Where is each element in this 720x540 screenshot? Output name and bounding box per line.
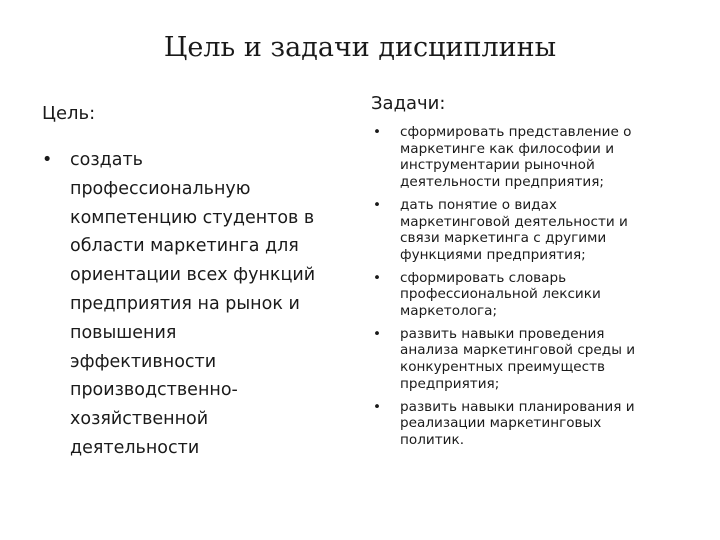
task-item [373, 399, 693, 449]
task-line: конкурентных преимуществ [400, 359, 606, 376]
task-line: политик. [400, 431, 465, 448]
task-line: реализации маркетинговых [400, 415, 602, 432]
goal-line: хозяйственной [70, 409, 209, 430]
goal-line: повышения [70, 322, 177, 343]
bullet-icon: • [373, 269, 382, 286]
task-line: развить навыки планирования и [400, 398, 635, 415]
task-line: маркетолога; [400, 303, 498, 320]
task-line: маркетинге как философии и [400, 140, 615, 157]
bullet-icon: • [373, 398, 382, 415]
task-line: сформировать представление о [400, 124, 632, 140]
task-line: функциями предприятия; [400, 246, 586, 263]
goal-line: предприятия на рынок и [70, 293, 300, 314]
task-line: предприятия; [400, 375, 500, 392]
task-line: инструментарии рыночной [400, 157, 595, 174]
goal-line: профессиональную [70, 178, 251, 199]
task-line: развить навыки проведения [400, 325, 605, 342]
task-line: связи маркетинга с другими [400, 230, 607, 247]
bullet-icon: • [373, 325, 382, 342]
task-line: профессиональной лексики [400, 286, 601, 303]
goal-line: производственно- [70, 380, 238, 401]
goal-line: создать [70, 150, 143, 170]
goal-heading: Цель: [42, 103, 96, 124]
bullet-icon: • [373, 196, 382, 213]
goal-line: эффективности [70, 351, 217, 372]
goal-line: ориентации всех функций [70, 265, 316, 286]
tasks-heading: Задачи: [371, 93, 446, 114]
task-line: маркетинговой деятельности и [400, 213, 628, 230]
task-item [373, 326, 693, 393]
goal-list [42, 146, 342, 463]
task-item [373, 270, 693, 320]
bullet-icon: • [373, 124, 382, 140]
task-line: сформировать словарь [400, 269, 567, 286]
task-line: дать понятие о видах [400, 196, 557, 213]
task-item [373, 124, 693, 191]
goal-line: компетенцию студентов в [70, 207, 315, 228]
bullet-icon: • [42, 150, 53, 170]
goal-line: деятельности [70, 437, 200, 458]
task-line: анализа маркетинговой среды и [400, 342, 636, 359]
task-line: деятельности предприятия; [400, 174, 604, 191]
task-item [373, 197, 693, 264]
goal-line: области маркетинга для [70, 236, 299, 257]
goal-item [42, 146, 342, 463]
tasks-list [373, 124, 693, 455]
slide-title: Цель и задачи дисциплины [163, 32, 557, 63]
